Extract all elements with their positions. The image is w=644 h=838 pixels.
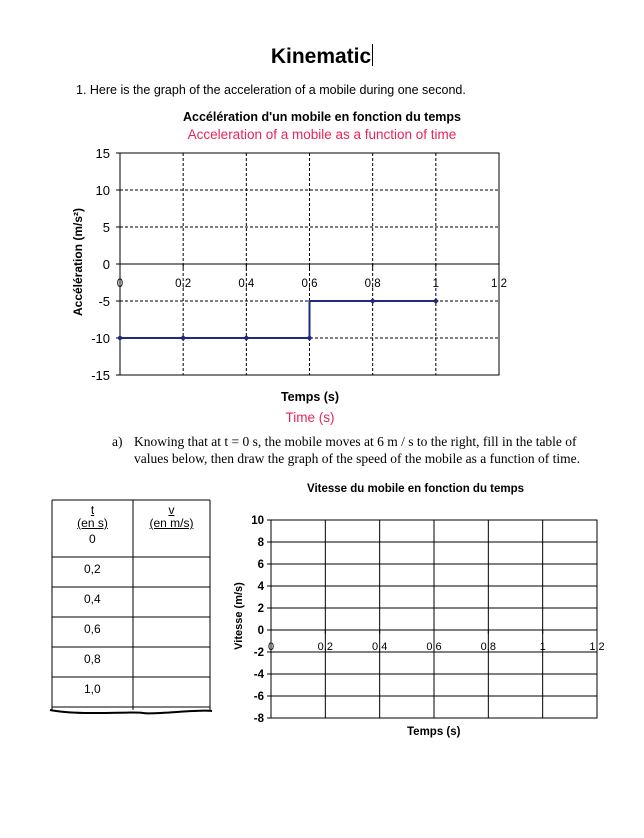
x-tick-label: 1 <box>432 278 440 290</box>
x-tick-label: 0,6 <box>301 278 318 290</box>
acceleration-chart-title-translation: Acceleration of a mobile as a function of time <box>187 127 457 142</box>
velocity-y-tick-label: 4 <box>257 581 264 593</box>
velocity-x-tick-label: 1 <box>539 641 546 653</box>
x-tick-label: 0,2 <box>175 278 192 290</box>
velocity-y-tick-label: 10 <box>251 515 264 527</box>
velocity-x-axis-label: Temps (s) <box>407 726 461 738</box>
velocity-x-tick-label: 0,4 <box>372 641 388 653</box>
velocity-y-tick-label: -8 <box>253 713 264 725</box>
velocity-x-tick-label: 0,6 <box>426 641 442 653</box>
table-cell-t: 0,2 <box>84 562 101 576</box>
header-t <box>52 504 133 530</box>
acceleration-x-axis-label: Temps (s) <box>280 390 340 404</box>
acceleration-y-axis-label: Accélération (m/s²) <box>71 207 85 317</box>
velocity-x-tick-label: 0,2 <box>317 641 333 653</box>
velocity-y-tick-label: 8 <box>257 537 264 549</box>
y-tick-label: 15 <box>95 146 110 161</box>
header-v <box>133 504 210 530</box>
y-tick-label: 5 <box>102 220 110 235</box>
table-cell-t: 0,8 <box>84 652 101 666</box>
y-tick-label: -15 <box>91 368 110 383</box>
velocity-y-tick-label: 2 <box>257 603 264 615</box>
header-v-unit: (en m/s) <box>149 516 194 530</box>
velocity-y-tick-label: 6 <box>257 559 264 571</box>
velocity-x-tick-label: 0 <box>267 641 275 653</box>
x-tick-label: 0,4 <box>238 278 255 290</box>
table-cell-t: 0,6 <box>84 622 101 636</box>
velocity-y-tick-label: -2 <box>253 647 264 659</box>
velocity-y-tick-label: -6 <box>253 691 264 703</box>
question-1: 1. Here is the graph of the acceleration of a mobile during one second. <box>76 83 466 97</box>
title-text: Kinematic <box>270 45 372 68</box>
header-v-symbol: v <box>168 503 175 517</box>
velocity-y-axis-label: Vitesse (m/s) <box>233 582 245 650</box>
header-t-symbol: t <box>90 503 95 517</box>
acceleration-chart-title: Accélération d'un mobile en fonction du temps <box>183 110 461 124</box>
question-a <box>112 434 592 467</box>
x-tick-label: 0 <box>116 278 124 290</box>
torn-edge <box>50 710 212 713</box>
y-tick-label: -5 <box>98 294 110 309</box>
table-cell-t: 0 <box>89 532 96 546</box>
velocity-x-tick-label: 0,8 <box>480 641 496 653</box>
velocity-y-tick-label: 0 <box>257 625 264 637</box>
question-a-label: a) <box>112 434 123 449</box>
y-tick-label: -10 <box>91 331 110 346</box>
velocity-chart-title: Vitesse du mobile en fonction du temps <box>307 483 525 495</box>
table-cell-t: 0,4 <box>84 592 101 606</box>
x-tick-label: 0,8 <box>364 278 381 290</box>
x-tick-label: 1,2 <box>491 278 507 290</box>
acceleration-x-axis-label-translation: Time (s) <box>285 410 335 425</box>
y-tick-label: 10 <box>95 183 110 198</box>
table-cell-t: 1,0 <box>84 682 101 696</box>
question-a-text: Knowing that at t = 0 s, the mobile moves at 6 m / s to the right, fill in the table of values below, then draw the graph of the speed of the mobile as a function of time. <box>134 434 580 466</box>
velocity-x-tick-label: 1,2 <box>589 641 605 653</box>
header-t-unit: (en s) <box>77 516 108 530</box>
y-tick-label: 0 <box>102 257 110 272</box>
velocity-y-tick-label: -4 <box>253 669 264 681</box>
